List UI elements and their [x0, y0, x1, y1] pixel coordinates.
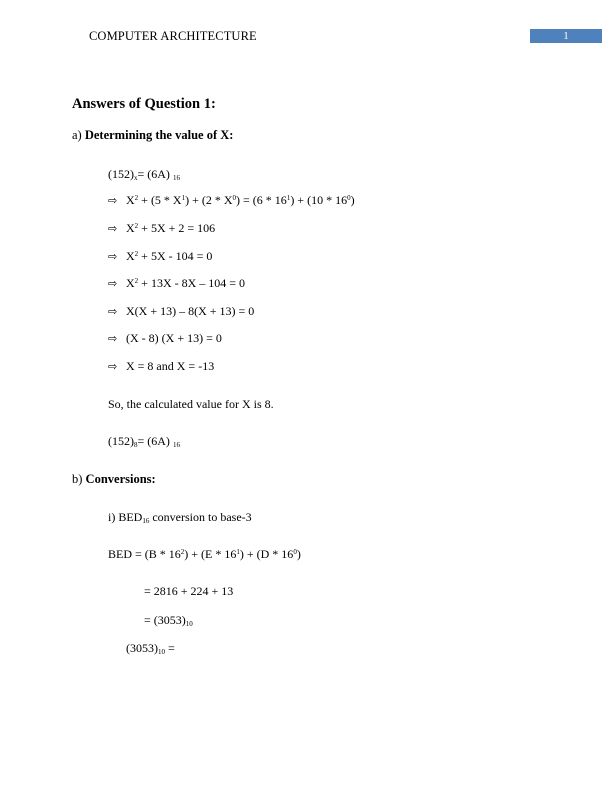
subtitle-base: 16: [142, 517, 150, 525]
step-roots: [108, 359, 214, 374]
given-rhs-base: 16: [172, 174, 180, 182]
given-rhs: = (6A): [137, 167, 170, 181]
step-expand-part: ) = (6 * 16: [236, 193, 287, 207]
step-roots-part: X = 8 and X = -13: [126, 359, 215, 373]
arrow-bullet-icon: ⇨: [108, 360, 118, 373]
step-expand-part: X: [126, 193, 135, 207]
pending-tail: =: [165, 641, 175, 655]
step-expand: [108, 193, 355, 208]
pending-value: (3053): [126, 641, 158, 655]
part-b-title: [72, 472, 156, 487]
conversion-subtitle: [108, 510, 252, 525]
pending-conversion: [126, 641, 175, 656]
arrow-bullet-icon: ⇨: [108, 222, 118, 235]
bed-expansion-part: ) + (D * 16: [239, 547, 294, 561]
bed-expansion-part: 0: [293, 548, 297, 556]
step-expand-part: ): [350, 193, 355, 207]
step-expand-part: ) + (10 * 16: [290, 193, 348, 207]
running-header: COMPUTER ARCHITECTURE: [89, 29, 257, 43]
given-lhs-base: x: [134, 174, 138, 182]
part-b-label: b): [72, 472, 83, 486]
arrow-bullet-icon: ⇨: [108, 277, 118, 290]
subtitle-suffix: conversion to base-3: [149, 510, 252, 524]
bed-expansion-part: 1: [236, 548, 240, 556]
part-b-heading: Conversions:: [85, 472, 156, 486]
bed-expansion-part: 2: [180, 548, 185, 556]
step-simplify-part: + 5X + 2 = 106: [138, 221, 216, 235]
bed-expansion-part: ): [296, 547, 301, 561]
step-simplify-part: X: [126, 221, 135, 235]
arrow-bullet-icon: ⇨: [108, 194, 118, 207]
result-lhs: (152): [108, 434, 134, 448]
result-rhs-base: 16: [172, 441, 180, 449]
step-expand-part: 1: [286, 194, 291, 202]
step-quadratic-part: 2: [134, 250, 139, 258]
page-number-badge: [530, 29, 602, 43]
step-quadratic: [108, 249, 212, 264]
arrow-bullet-icon: ⇨: [108, 332, 118, 345]
step-expand-part: + (5 * X: [138, 193, 182, 207]
part-a-heading: Determining the value of X:: [84, 128, 234, 142]
part-a-title: [72, 128, 233, 143]
step-group: [108, 304, 254, 319]
step-expand-part: 1: [181, 194, 186, 202]
result-lhs-base: 8: [134, 441, 138, 449]
decimal-result: [144, 613, 193, 628]
arrow-bullet-icon: ⇨: [108, 250, 118, 263]
given-equation: [108, 167, 180, 182]
step-split: [108, 276, 245, 291]
step-quadratic-part: + 5X - 104 = 0: [138, 249, 213, 263]
step-simplify: [108, 221, 215, 236]
part-a-label: a): [72, 128, 82, 142]
decimal-value: = (3053): [144, 613, 186, 627]
step-simplify-part: 2: [134, 222, 139, 230]
page-number: 1: [563, 30, 569, 42]
pending-base: 10: [158, 648, 165, 656]
sum-line: = 2816 + 224 + 13: [144, 584, 234, 598]
step-expand-part: 0: [347, 194, 351, 202]
step-expand-part: 2: [134, 194, 139, 202]
step-expand-part: ) + (2 * X: [185, 193, 233, 207]
step-split-part: + 13X - 8X – 104 = 0: [138, 276, 246, 290]
given-lhs: (152): [108, 167, 134, 181]
step-group-part: X(X + 13) – 8(X + 13) = 0: [126, 304, 255, 318]
bed-expansion-part: ) + (E * 16: [184, 547, 237, 561]
conclusion-text: So, the calculated value for X is 8.: [108, 397, 274, 411]
step-split-part: X: [126, 276, 135, 290]
result-equation: [108, 434, 180, 449]
page-heading: Answers of Question 1:: [72, 96, 216, 112]
bed-expansion-part: BED = (B * 16: [108, 547, 181, 561]
step-expand-part: 0: [232, 194, 237, 202]
step-factor-part: (X - 8) (X + 13) = 0: [126, 331, 222, 345]
subtitle-prefix: i) BED: [108, 510, 143, 524]
step-split-part: 2: [134, 277, 139, 285]
step-factor: [108, 331, 222, 346]
arrow-bullet-icon: ⇨: [108, 305, 118, 318]
step-quadratic-part: X: [126, 249, 135, 263]
bed-expansion: [108, 547, 301, 562]
decimal-base: 10: [185, 620, 193, 628]
result-rhs: = (6A): [137, 434, 170, 448]
